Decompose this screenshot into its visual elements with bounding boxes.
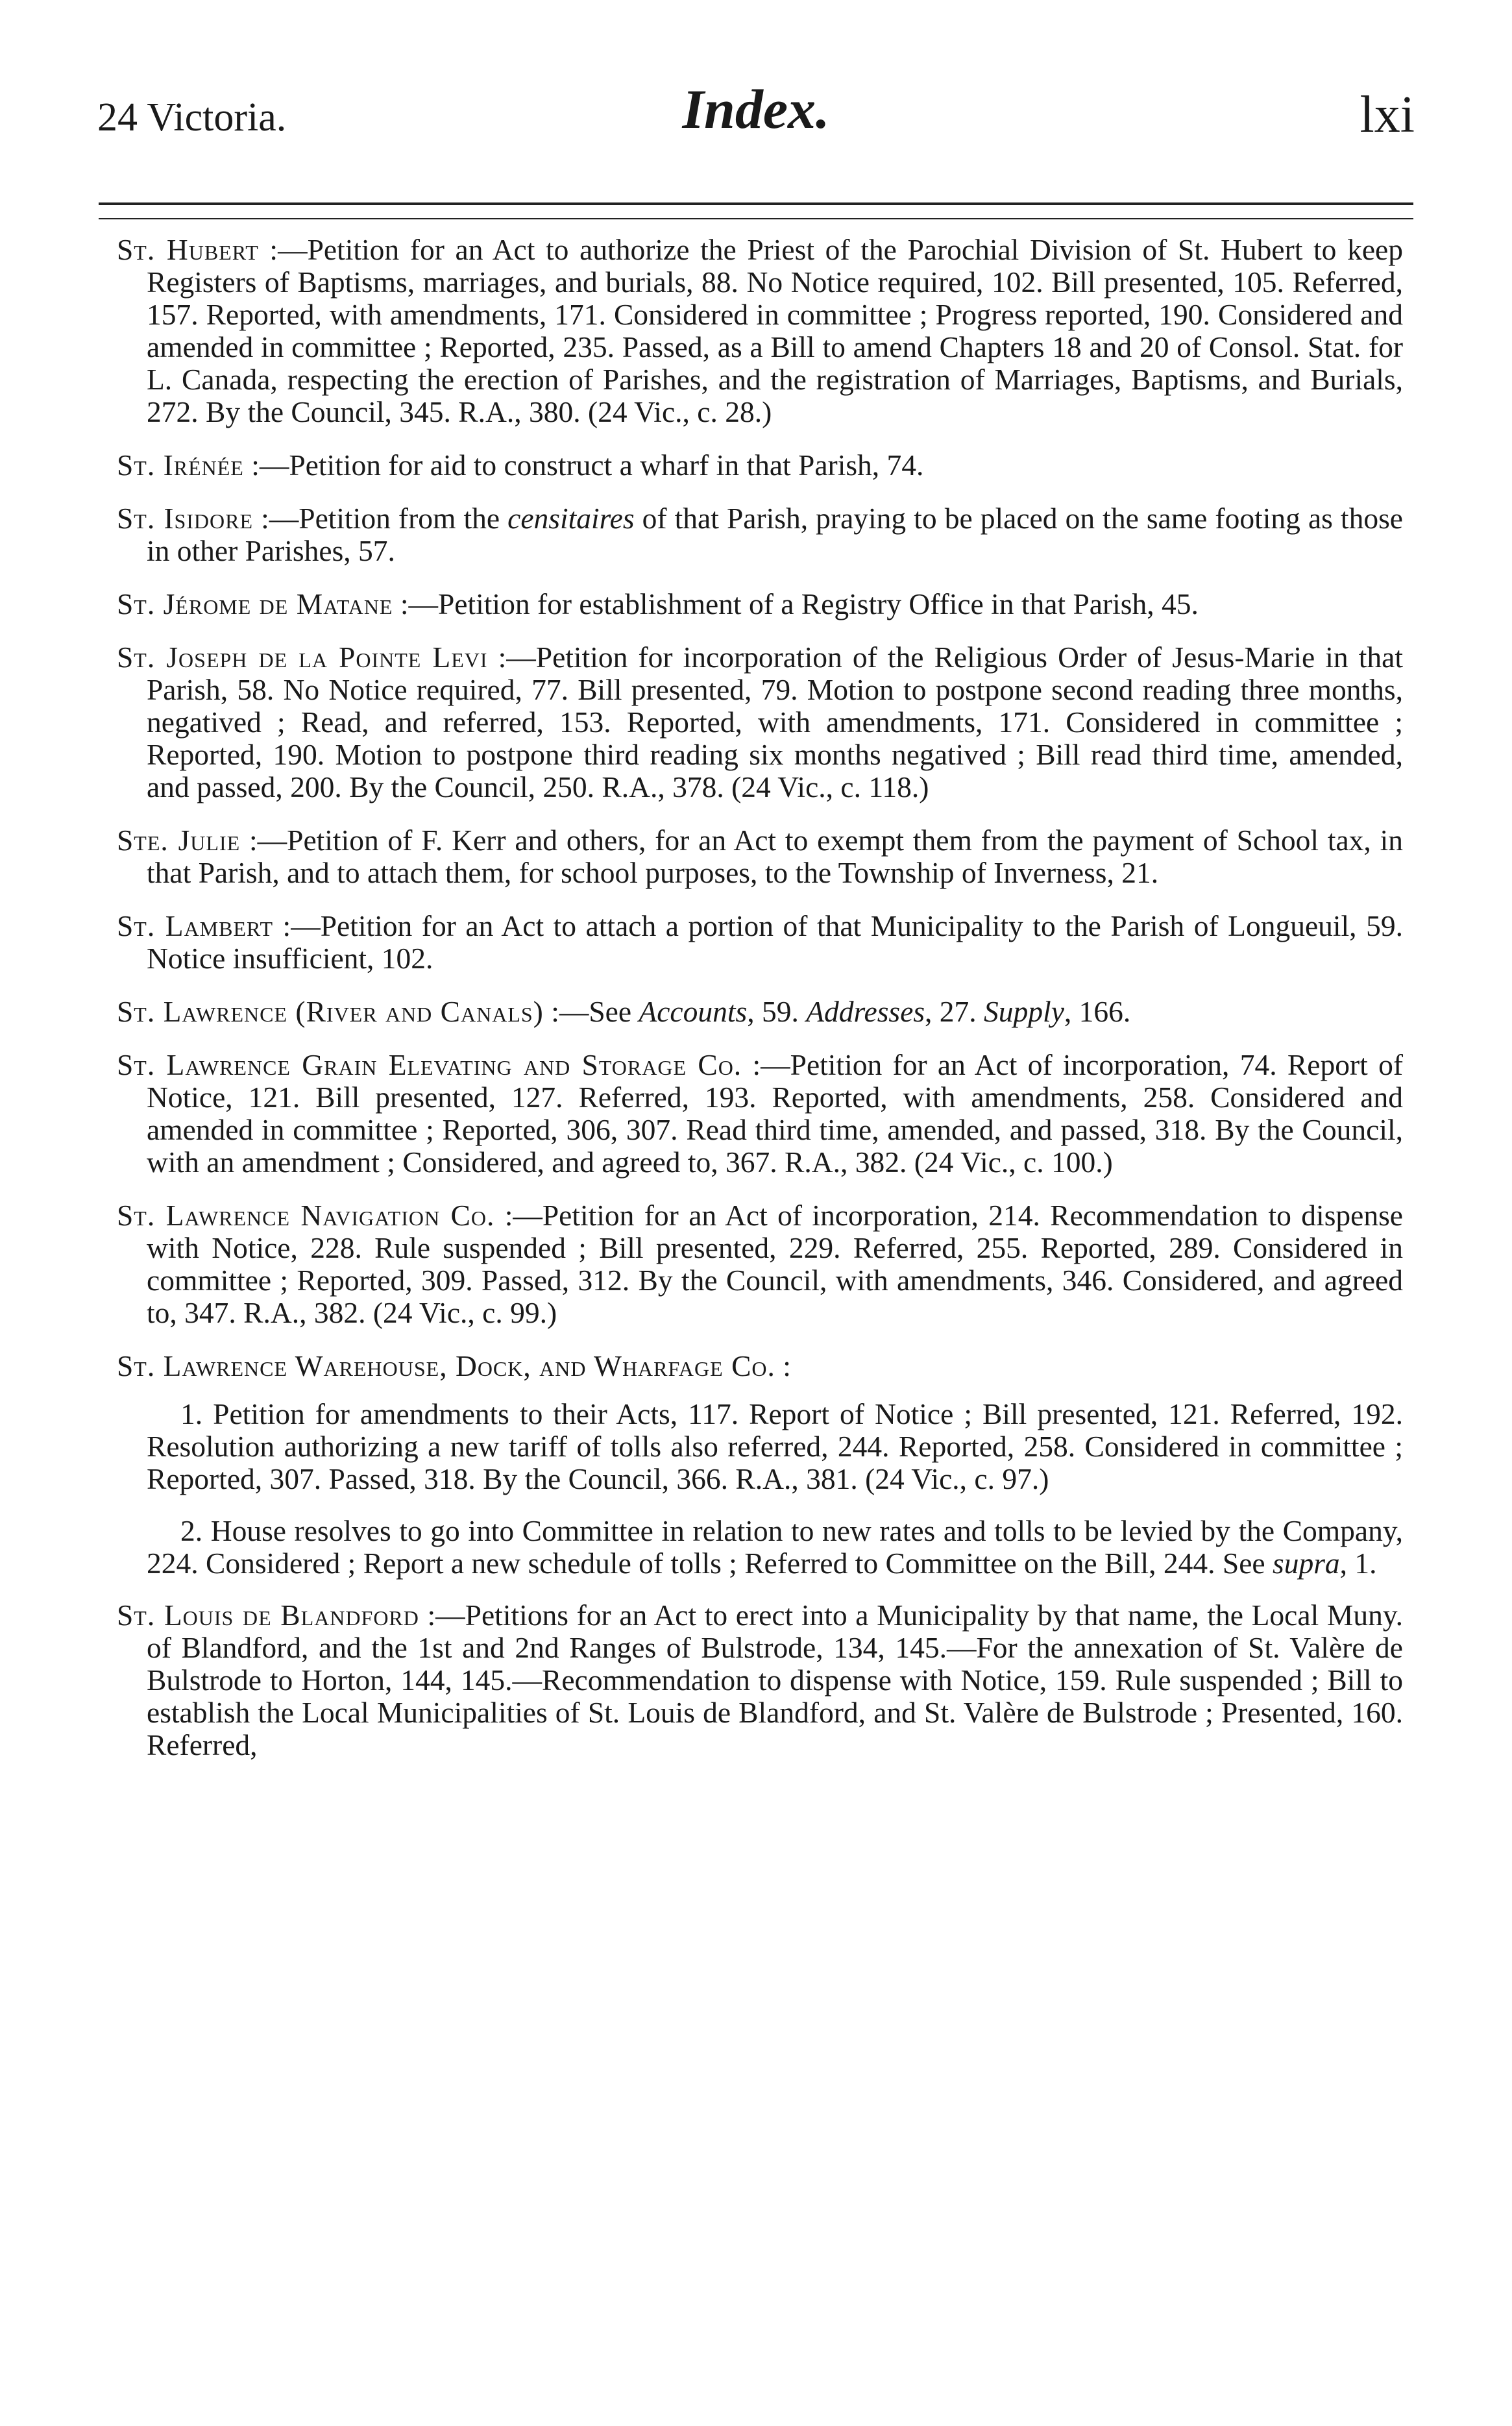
sub-entry-text: , 1. — [1339, 1547, 1377, 1580]
running-header — [97, 77, 1415, 148]
entry-text: :—Petition for an Act of incorporation, 214. Recommendation to dispense with Notice, 228. Rule suspended ; Bill presented, 229. Referred, 255. Reported, 289. Considered in committee ; Reported, 309. Passed, 312. By the Council, with amendments, 346. Considered, and agreed to, 347. R.A., 382. (24 Vic., c. 99.) — [147, 1199, 1403, 1329]
entry-heading: St. Lawrence (River and Canals) — [117, 995, 544, 1028]
entry-text: :—Petition for establishment of a Registry Office in that Parish, 45. — [393, 587, 1199, 620]
index-entry — [117, 1199, 1403, 1329]
sub-entry-text: 2. House resolves to go into Committee in relation to new rates and tolls to be levied by the Company, 224. Considered ; Report a new schedule of tolls ; Referred to Committee on the Bill, 244. See — [147, 1514, 1403, 1580]
entry-text: : — [775, 1349, 791, 1382]
header-title: Index. — [682, 78, 830, 140]
entry-heading: St. Irénée — [117, 448, 244, 482]
entry-text: :—Petition for incorporation of the Religious Order of Jesus-Marie in that Parish, 58. No Notice required, 77. Bill presented, 79. Motion to postpone second reading three months, negatived ; Read, and referred, 153. Reported, with amendments, 171. Considered in committee ; Reported, 190. Motion to postpone third reading six months negatived ; Bill read third time, amended, and passed, 200. By the Council, 250. R.A., 378. (24 Vic., c. 118.) — [147, 641, 1403, 803]
index-entry — [117, 910, 1403, 975]
entry-text: :—Petition of F. Kerr and others, for an Act to exempt them from the payment of School tax, in that Parish, and to attach them, for school purposes, to the Township of Inverness, 21. — [147, 824, 1403, 889]
index-entry — [117, 641, 1403, 803]
ref-page: , 166. — [1064, 995, 1131, 1028]
entry-heading: St. Hubert — [117, 233, 259, 266]
entry-heading: St. Isidore — [117, 502, 254, 535]
sub-entry-italic: supra — [1272, 1547, 1340, 1580]
entry-text: :—Petition from the — [253, 502, 508, 535]
entry-heading: Ste. Julie — [117, 824, 241, 857]
index-entry — [117, 449, 1403, 482]
entry-heading: St. Lawrence Navigation Co. — [117, 1199, 495, 1232]
index-entry — [117, 502, 1403, 567]
entry-italic: censitaires — [507, 502, 635, 535]
page-number: lxi — [1360, 86, 1415, 143]
entry-heading: St. Lambert — [117, 909, 273, 942]
entry-heading: St. Joseph de la Pointe Levi — [117, 641, 488, 674]
sub-entry: 1. Petition for amendments to their Acts, 117. Report of Notice ; Bill presented, 121. Referred, 192. Resolution authorizing a new tariff of tolls also referred, 244. Reported, 258. Considered in committee ; Reported, 307. Passed, 318. By the Council, 366. R.A., 381. (24 Vic., c. 97.) — [147, 1397, 1403, 1495]
entry-text: :—Petition for an Act to authorize the Priest of the Parochial Division of St. Hubert to keep Registers of Baptisms, marriages, and burials, 88. No Notice required, 102. Bill presented, 105. Referred, 157. Reported, with amendments, 171. Considered in committee ; Progress reported, 190. Considered and amended in committee ; Reported, 235. Passed, as a Bill to amend Chapters 18 and 20 of Consol. Stat. for L. Canada, respecting the erection of Parishes, and the registration of Marriages, Baptisms, and Burials, 272. By the Council, 345. R.A., 380. (24 Vic., c. 28.) — [147, 233, 1404, 428]
cross-ref: Addresses — [806, 995, 925, 1028]
index-entry — [117, 234, 1403, 428]
entry-heading: St. Jérome de Matane — [117, 587, 393, 620]
entry-heading: St. Lawrence Warehouse, Dock, and Wharfage Co. — [117, 1349, 775, 1382]
ref-page: , 59. — [747, 995, 807, 1028]
sub-entry — [117, 1515, 1403, 1580]
cross-ref: Supply — [984, 995, 1064, 1028]
entry-text: :—Petition for aid to construct a wharf in that Parish, 74. — [243, 448, 924, 482]
cross-ref: Accounts — [639, 995, 748, 1028]
index-entry — [117, 588, 1403, 620]
index-entry — [117, 996, 1403, 1028]
index-entry — [117, 1350, 1403, 1382]
entry-text: :—Petition for an Act to attach a portion of that Municipality to the Parish of Longueuil, 59. Notice insufficient, 102. — [147, 909, 1403, 975]
entry-heading: St. Lawrence Grain Elevating and Storage Co. — [117, 1048, 742, 1081]
index-body — [117, 234, 1403, 1782]
index-entry — [117, 1599, 1403, 1761]
entry-text: :—Petitions for an Act to erect into a Municipality by that name, the Local Muny. of Blandford, and the 1st and 2nd Ranges of Bulstrode, 134, 145.—For the annexation of St. Valère de Bulstrode to Horton, 144, 145.—Recommendation to dispense with Notice, 159. Rule suspended ; Bill to establish the Local Municipalities of St. Louis de Blandford, and St. Valère de Bulstrode ; Presented, 160. Referred, — [147, 1599, 1403, 1761]
entry-text: of that Parish, praying to be placed on the same footing as those in other Parishes, 57. — [147, 502, 1403, 567]
header-left: 24 Victoria. — [97, 95, 287, 140]
header-rule — [99, 202, 1413, 219]
ref-page: , 27. — [925, 995, 984, 1028]
entry-text: :—Petition for an Act of incorporation, 74. Report of Notice, 121. Bill presented, 127. Referred, 193. Reported, with amendments, 258. Considered and amended in committee ; Reported, 306, 307. Read third time, amended, and passed, 318. By the Council, with an amendment ; Considered, and agreed to, 367. R.A., 382. (24 Vic., c. 100.) — [147, 1048, 1403, 1179]
index-entry — [117, 824, 1403, 889]
index-entry — [117, 1049, 1403, 1179]
entry-heading: St. Louis de Blandford — [117, 1599, 419, 1632]
entry-text: :—See — [543, 995, 639, 1028]
